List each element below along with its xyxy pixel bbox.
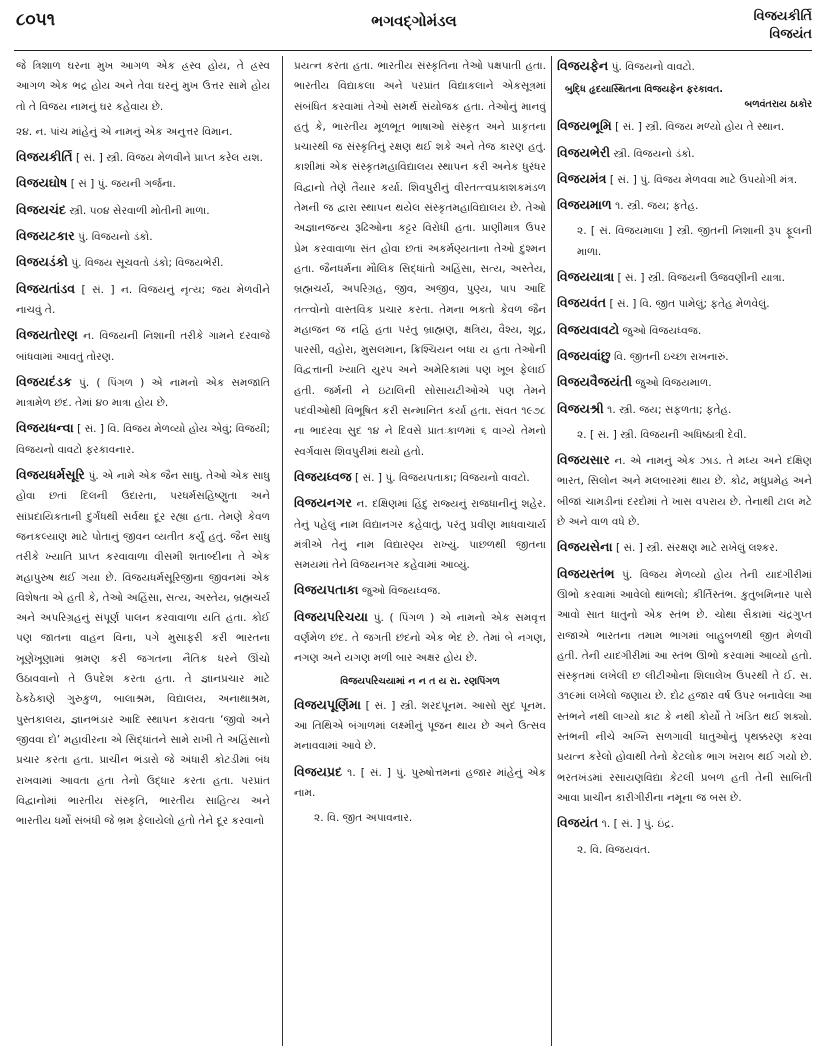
dictionary-entry <box>557 56 812 77</box>
entry-headword: વિજયટકાર <box>16 228 75 244</box>
dictionary-entry <box>16 465 270 831</box>
entry-definition: ન. દક્ષિણમાં હિંદુ રાજ્યનું રાજધાનીનું શહેર. તેનું પહેલું નામ વિદ્યાનગર કહેવાતું, પરંતુ પ્રવીણ માધવાચાર્ય મંત્રીએ તેનું નામ વિદ્યારણ્ય રાખ્યું. પાછળથી જીતના સમયમાં તેને વિજયનગર કહેવામાં આવ્યું. <box>294 498 546 572</box>
entry-definition: જુઓ વિજયધ્વજ. <box>619 324 702 337</box>
guide-word-last: વિજયંત <box>769 27 812 42</box>
entry-definition: જે ત્રિશાળ ઘરના મુખ આગળ એક હ્રસ્વ હોય, તે હ્રસ્વ આગળ એક ભદ્ર હોય અને તેવા ઘરનું મુખ ઉત્તર સામે હોય તો તે વિજય નામનું ઘર કહેવાય છે. <box>16 60 270 113</box>
entry-definition: [ સં. ] સ્ત્રી. વિજય મળ્યો હોય તે સ્થાન. <box>611 121 785 134</box>
entry-definition: ૨. [ સં. ] સ્ત્રી. વિજયની અધિષ્ઠાત્રી દેવી. <box>577 428 747 441</box>
entry-definition: ન. એ નામનું એક ઝાડ. તે મધ્ય અને દક્ષિણ ભારત, સિલોન અને મલબારમાં થાય છે. કોઢ, મધુપ્રમેહ અને બીજાં ચામડીનાં દરદોમાં તે ખાસ વપરાય છે. તેનાથી ટાલ મટે છે અને વાળ વધે છે. <box>557 455 812 529</box>
entry-headword: વિજયભૂમિ <box>557 118 612 134</box>
entry-headword: વિજયવાંછુ <box>557 347 611 363</box>
header-rule <box>14 50 812 51</box>
entry-definition: [ સં. ] વિ. વિજય મેળવ્યો હોય એવું; વિજયી; વિજયનો વાવટો ફરકાવનાર. <box>16 423 270 456</box>
dictionary-entry <box>16 147 270 168</box>
dictionary-entry <box>294 493 546 575</box>
entry-headword: વિજયતાંડવ <box>16 280 76 296</box>
column-divider <box>551 56 552 1046</box>
dictionary-entry <box>557 169 812 190</box>
dictionary-entry <box>294 695 546 757</box>
dictionary-entry <box>16 200 270 221</box>
entry-headword: વિજયશ્રી <box>557 400 604 416</box>
dictionary-entry <box>16 279 270 321</box>
column-2 <box>294 56 546 1046</box>
entry-headword: વિજયકીર્તિ <box>16 149 73 165</box>
dictionary-entry <box>557 840 812 860</box>
entry-headword: વિજયસેના <box>557 539 613 555</box>
guide-word-first: વિજયકીર્તિ <box>753 9 812 24</box>
dictionary-entry <box>557 813 812 834</box>
dictionary-entry <box>557 320 812 341</box>
entry-headword: વિજયભેરી <box>557 144 611 160</box>
dictionary-entry <box>557 346 812 367</box>
dictionary-entry <box>294 808 546 828</box>
column-3 <box>557 56 812 1046</box>
entry-headword: વિજયપરિચયા <box>294 608 368 624</box>
entry-headword: વિજયફેન <box>557 58 609 73</box>
dictionary-entry <box>16 226 270 247</box>
entry-definition: સ્ત્રી. ૫૦૪ સેરવાળી મોતીની માળા. <box>66 204 210 217</box>
entry-definition: [ સં. ] સ્ત્રી. શરદપૂનમ. આસો સુદ પૂનમ. આ તિથિએ બંગાળમાં લક્ષ્મીનું પૂજન થાય છે અને ઉત્સવ મનાવવામાં આવે છે. <box>294 699 546 753</box>
entry-headword: વિજયપૂર્ણિમા <box>294 696 361 712</box>
citation-quote <box>565 82 812 112</box>
dictionary-entry <box>557 450 812 532</box>
entry-definition: પ્રયત્ન કરતા હતા. ભારતીય સંસ્કૃતિના તેઓ પક્ષપાતી હતા. ભારતીય વિદ્યાકલા અને પરપ્રાંત વિદ્યાકલાને એકસૂત્રમાં સંબંધિત કરવામાં તેઓ સમર્થ સંયોજક હતા. તેઓનું માનવું હતું કે, ભારતીય મૂળભૂત ભાષાઓ સંસ્કૃત અને પ્રાકૃતના પ્રચારથી જ સંસ્કૃતિનું રક્ષણ થઈ શકે અને તેજ કારણ હતું. કાશીમાં એક સંસ્કૃતમહાવિદ્યાલય સ્થાપન કરી અનેક ધુરંધર વિદ્વાનો તેણે તૈયાર કર્યા. શિવપુરીનું વીરતત્ત્વપ્રકાશકમંડળ તેમની જ દ્વારા સ્થાપન થયેલ સંસ્કૃતમહાવિદ્યાલય છે. તેઓ અજ્ઞાનજન્ય રૂઢિઓના કટ્ટર વિરોધી હતા. પ્રાણીમાત્ર ઉપર પ્રેમ કરવાવાળા સંત હોવા છતાં અકર્મણ્યતાના તેઓ દુશ્મન હતા. જૈનધર્મના મૌલિક સિદ્ધાંતો અહિંસા, સત્ય, અસ્તેય, બ્રહ્મચર્ય, અપરિગ્રહ, જીવ, અજીવ, પુણ્ય, પાપ આદિ તત્ત્વોનો વાસ્તવિક પ્રચાર કરતા. તેમના ભક્તો કેવળ જૈન મહાજન જ નહિ હતા પરંતુ બ્રાહ્મણ, ક્ષત્રિય, વૈશ્ય, શૂદ્ર, પારસી, વહોરા, મુસલમાન, ક્રિશ્ચિયન બધા ય હતા તેઓની વિદ્વત્તાની ખ્યાતિ યુરપ અને અમેરિકામાં પણ ખૂબ ફેલાઈ હતી. જર્મની ને ઇટાલિની સોસાયટીઓએ પણ તેમને પદવીઓથી વિભૂષિત કરી સન્માનિત કર્યા હતા. સંવત ૧૯૭૮ ના ભાદરવા સુદ ૧૪ ને દિવસે પ્રાતઃકાળમાં ૬ વાગ્યે તેમનો સ્વર્ગવાસ શિવપુરીમાં થયો હતો. <box>294 60 546 458</box>
entry-definition: [ સં ] પું. જયની ગર્જના. <box>67 178 176 191</box>
entry-definition: [ સં. ] ન. વિજયનું નૃત્ય; જય મેળવીને નાચવું તે. <box>16 283 270 316</box>
citation-text: બુદ્ધિ હૃદયાસ્થિતના વિજયફેન ફરકાવત. <box>565 84 723 96</box>
entry-headword: વિજયધન્વા <box>16 420 74 436</box>
dictionary-entry <box>557 221 812 262</box>
entry-definition: [ સં. ] પું. વિજયપતાકા; વિજયનો વાવટો. <box>351 471 530 484</box>
entry-definition: ૨. વિ. વિજયવંત. <box>577 843 651 856</box>
dictionary-entry <box>557 399 812 420</box>
dictionary-entry <box>16 325 270 367</box>
dictionary-entry <box>294 762 546 804</box>
entry-headword: વિજયનગર <box>294 495 353 511</box>
entry-definition: ૨. [ સં. વિજયમાલા ] સ્ત્રી. જીતની નિશાની રૂપ ફૂલની માળા. <box>577 225 812 258</box>
entry-definition: [ સં. ] સ્ત્રી. સંરક્ષણ માટે રાખેલું લશ્કર. <box>612 542 779 555</box>
dictionary-entry <box>16 122 270 142</box>
entry-headword: વિજયંત <box>557 815 599 831</box>
entry-definition: પું. વિજય સૂચવતો ડંકો; વિજયભેરી. <box>67 257 224 270</box>
dictionary-entry <box>557 267 812 288</box>
entry-definition: પું. વિજયનો ડંકો. <box>74 231 153 244</box>
entry-definition: પું. વિજય મેળવ્યો હોય તેની યાદગીરીમાં ઊભો કરવામાં આવેલો થાંભલો; કીર્તિસ્તંભ. કુતુબમિનાર પાસે આવો સાત ધાતુનો એક સ્તંભ છે. ચોથા સૈકામાં ચંદ્રગુપ્ત રાજાએ ભારતના તમામ ભાગમાં બાહુબળથી જીત મેળવી હતી. તેની યાદગીરીમાં આ સ્તંભ ઊભો કરવામાં આવ્યો હતો. સંસ્કૃતમાં લખેલી છ લીટીઓના શિલાલેખ ઉપરથી તે ઈ. સ. ૩૧૯માં લખેલો જણાય છે. દોઢ હજાર વર્ષ ઉપર બનાવેલા આ સ્તંભને નથી લાગ્યો કાટ કે નથી કોર્યો તે ખંડિત થઈ શક્યો. સ્તંભની નીચે અગ્નિ સળગાવી ધાતુઓનું પૃથક્કરણ કરવા પ્રયત્ન કરેલો હોવાથી તેનો કેટલોક ભાગ ખરાબ થઈ ગયો છે. ભરતખંડમાં રસાયણવિદ્યા કેટલી પ્રબળ હતી તેની સાબિતી આવા પ્રાચીન કારીગીરીના નમૂના જ બસ છે. <box>557 568 812 804</box>
entry-headword: વિજયઘોષ <box>16 175 68 191</box>
entry-definition: પું. વિજયનો વાવટો. <box>608 61 695 73</box>
entry-headword: વિજયમંત્ર <box>557 170 607 186</box>
entry-headword: વિજયમાળ <box>557 197 612 213</box>
entry-definition: વિ. જીતની ઇચ્છા રાખનારું. <box>610 350 729 363</box>
entry-definition: પું. ( પિંગળ ) એ નામનો એક સમજાતિ માત્રામેળ છંદ. તેમાં ૪૦ માત્રા હોય છે. <box>16 376 270 410</box>
dictionary-entry <box>294 607 546 669</box>
page-header <box>14 8 814 50</box>
entry-headword: વિજયવંત <box>557 295 607 311</box>
page-number: ૮૦૫૧ <box>16 10 56 30</box>
entry-definition: જુઓ વિજયધ્વજ. <box>358 585 441 598</box>
entry-definition: [ સં. ] સ્ત્રી. વિજયની ઉજવણીની યાત્રા. <box>614 272 785 285</box>
entry-headword: વિજયપતાકા <box>294 582 359 598</box>
column-divider <box>282 56 283 1046</box>
dictionary-entry <box>294 580 546 601</box>
entry-definition: જુઓ વિજયમાળ. <box>631 377 712 390</box>
dictionary-entry <box>557 195 812 216</box>
entry-headword: વિજયસાર <box>557 452 610 468</box>
guide-words <box>754 8 812 44</box>
entry-headword: વિજયધર્મસૂરિ <box>16 467 85 483</box>
dictionary-title: ભગવદ્ગોમંડલ <box>371 12 457 30</box>
entry-headword: વિજયયાત્રા <box>557 269 615 285</box>
dictionary-entry <box>16 252 270 273</box>
entry-definition: સ્ત્રી. વિજયનો ડંકો. <box>610 147 695 160</box>
dictionary-entry <box>557 293 812 314</box>
entry-headword: વિજયવાવટો <box>557 321 620 337</box>
dictionary-entry <box>16 56 270 117</box>
dictionary-entry <box>557 537 812 558</box>
entry-headword: વિજયતોરણ <box>16 327 78 343</box>
entry-headword: વિજયચંદ <box>16 201 67 217</box>
entry-headword: વિજયડંકો <box>16 254 68 270</box>
entry-definition: [ સં. ] પું. વિજય મેળવવા માટે ઉપયોગી મંત્ર. <box>606 173 798 186</box>
entry-definition: પું. એ નામે એક જૈન સાધુ. તેઓ એક સાધુ હોવા છતાં દિલની ઉદારતા, પરધર્મસહિષ્ણુતા અને સાંપ્રદાયિકતાની દુર્ગંધથી સર્વથા દૂર રહ્યા હતા. તેમણે કેવળ જનકલ્યાણ માટે પોતાનું જીવન વ્યતીત કર્યું હતું. જૈન સાધુ તરીકે ખ્યાતિ પ્રાપ્ત કરવાવાળા વીસમી શતાબ્દીના તે એક મહાપુરુષ થઈ ગયા છે. વિજયધર્મસૂરિજીના જીવનમાં એક વિશેષતા એ હતી કે, તેઓ અહિંસા, સત્ય, અસ્તેય, બ્રહ્મચર્ય અને અપરિગ્રહનું સંપૂર્ણ પાલન કરવાવાળા યતિ હતા. કોઈ પણ જાતના વાહન વિના, પગે મુસાફરી કરી ભારતના ખૂણેખૂણામાં ભ્રમણ કરી જગતના નૈતિક ધરને ઊંચો ઉઠાવવાનો તે ઉપદેશ કરતા હતા. તે જ્ઞાનપ્રચાર માટે ઠેકઠેકાણે ગુરુકુળ, બાલાશ્રમ, વિદ્યાલય, અનાથાશ્રમ, પુસ્તકાલય, જ્ઞાનભંડાર આદિ સ્થાપન કરાવતા ‘જીવો અને જીવવા દો’ મહાવીરના એ સિદ્ધાંતને સામે રાખી તે અહિંસાનો પ્રચાર કરતા હતા. પ્રાચીન ભંડારો જે અંધારી કોટડીમાં બંધ રાખવામાં આવતા હતા તેનો ઉદ્ધાર કરતા હતા. પરપ્રાંત વિદ્વાનોમાં ભારતીય સંસ્કૃતિ, ભારતીય સાહિત્ય અને ભારતીય ધર્મો સંબંધી જે ભ્રમ ફેલાયેલો હતો તેને દૂર કરવાનો <box>16 470 270 828</box>
entry-definition: પું. ( પિંગળ ) એ નામનો એક સમવૃત્ત વર્ણમેળ છંદ. તે જગતી છંદનો એક ભેદ છે. તેમાં બે નગણ, નગણ અને યગણ મળી બાર અક્ષર હોય છે. <box>294 611 546 665</box>
entry-definition: ૨૪. ન. પાંચ માંહેનું એ નામનું એક અનુત્તર વિમાન. <box>16 125 233 138</box>
dictionary-entry <box>557 372 812 393</box>
entry-definition: ૧. સ્ત્રી. જય; સફળતા; ફતેહ. <box>603 403 732 416</box>
entry-headword: વિજયસ્તંભ <box>557 565 615 581</box>
dictionary-entry <box>557 425 812 445</box>
entry-definition: ૧. [ સં. ] પું. ઇંદ્ર. <box>598 818 674 831</box>
dictionary-entry <box>294 56 546 462</box>
dictionary-entry <box>557 116 812 137</box>
entry-definition: ૧. સ્ત્રી. જય; ફતેહ. <box>611 200 699 213</box>
entry-headword: વિજયવૈજયંતી <box>557 374 632 390</box>
entry-definition: ન. વિજયની નિશાની તરીકે ગામને દરવાજે બાંધવામાં આવતું તોરણ. <box>16 330 270 363</box>
entry-definition: ૨. વિ. જીત અપાવનાર. <box>314 812 413 825</box>
entry-definition: [ સં. ] સ્ત્રી. વિજય મેળવીને પ્રાપ્ત કરેલ યશ. <box>72 152 264 165</box>
dictionary-entry <box>557 143 812 164</box>
column-1 <box>16 56 270 1046</box>
dictionary-entry <box>16 418 270 460</box>
entry-definition: [ સં. ] વિ. જીત પામેલું; ફતેહ મેળવેલું. <box>606 298 770 311</box>
citation-author: બળવંતરાય ઠાકોર <box>744 99 812 111</box>
entry-headword: વિજયદંડક <box>16 373 72 389</box>
entry-definition: ૧. [ સં. ] પું. પુરુષોત્તમનાં હજાર માંહેનું એક નામ. <box>294 766 546 799</box>
citation-quote: વિજયપરિચયામાં ન ન ત ય રા. રણપિંગળ <box>340 675 500 687</box>
entry-headword: વિજયધ્વજ <box>294 468 352 484</box>
entry-headword: વિજયપ્રદ <box>294 763 343 779</box>
dictionary-entry <box>294 467 546 488</box>
dictionary-entry <box>16 173 270 194</box>
dictionary-entry <box>16 372 270 414</box>
dictionary-entry <box>557 564 812 809</box>
